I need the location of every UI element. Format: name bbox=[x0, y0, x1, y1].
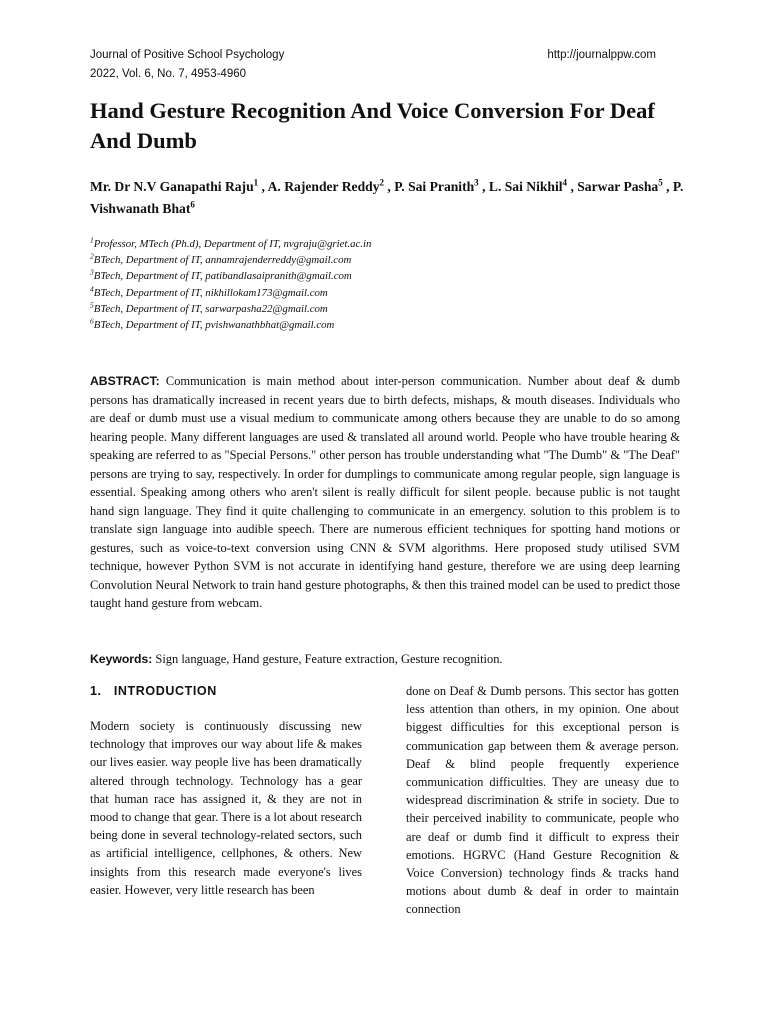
author-name: Mr. Dr N.V Ganapathi Raju bbox=[90, 179, 254, 194]
keywords-label: Keywords: bbox=[90, 652, 153, 666]
author-sup: 2 bbox=[379, 177, 385, 188]
author-name: A. Rajender Reddy bbox=[267, 179, 380, 194]
intro-paragraph-right: done on Deaf & Dumb persons. This sector has gotten less attention than others, in my opinion. One about biggest difficulties for this exceptional person is communication gap between them & average person. Deaf & blind people frequently experience communication difficulties. They are uneasy due to widespread discrimination & strife in society. Due to their perceived inability to communicate, people who are deaf or dumb find it difficult to express their emotions. HGRVC (Hand Gesture Recognition & Voice Conversion) technology finds & tracks hand motions about dumb & deaf in order to maintain connection bbox=[406, 684, 679, 917]
journal-name: Journal of Positive School Psychology bbox=[90, 49, 285, 61]
affiliation-sup: 6 bbox=[90, 316, 94, 326]
intro-paragraph-left: Modern society is continuously discussing new technology that improves our way about life & makes our lives easier. way people live has been dramatically altered through technology. Technology has a gear that human race has assigned it, & they are not in mood to change that gear. There is a lot about research being done in several technology-related sectors, such as artificial intelligence, cellphones, & others. New insights from this research made everyone's lives easier. However, very little research has been bbox=[90, 719, 362, 897]
section-heading-introduction: 1. INTRODUCTION bbox=[90, 684, 217, 698]
author-sup: 6 bbox=[190, 199, 195, 210]
affiliation-text: BTech, Department of IT, nikhillokam173@gmail.com bbox=[93, 286, 328, 299]
author-name: L. Sai Nikhil bbox=[488, 179, 563, 194]
abstract-label: ABSTRACT: bbox=[90, 374, 160, 388]
abstract-text: Communication is main method about inter-person communication. Number about deaf & dumb persons has dramatically increased in recent years due to birth defects, mishaps, & mouth diseases. Individuals who are deaf or dumb must use a visual medium to communicate among others because they are unable to do so among hearing people. Many different languages are used & translated all around world. People who have trouble hearing & speaking are referred to as "Special Persons." other person has trouble understanding what "The Dumb" & "The Deaf" persons are trying to say, respectively. In order for dumplings to communicate among regular people, sign language is essential. Speaking among others who aren't silent is really difficult for silent people. because public is not taught hand sign language. They find it quite challenging to communicate in an emergency. solution to this problem is to translate sign language into audible speech. There are numerous efficient techniques for spotting hand motions or gestures, such as voice-to-text conversion using CNN & SVM algorithms. Here proposed study utilised SVM technique, however Python SVM is not accurate in identifying hand gesture, therefore we are using deep learning Convolution Neural Network to train hand gesture photographs, & then this trained model can be used to predict those taught hand gesture from webcam. bbox=[90, 374, 681, 610]
affiliation-item bbox=[90, 252, 690, 268]
affiliation-item bbox=[90, 317, 690, 333]
affiliation-sup: 2 bbox=[90, 251, 94, 261]
author-list: Mr. Dr N.V Ganapathi Raju$^1$ , A. Rajender Reddy$^2$ , P. Sai Pranith$^3$ , L. Sai Nikhil$^4$ , Sarwar Pasha$^5$ , P. Vishwanath Bhat$^6$ bbox=[90, 177, 684, 216]
affiliation-sup: 4 bbox=[90, 284, 94, 294]
affiliation-text: Professor, MTech (Ph.d), Department of IT, nvgraju@griet.ac.in bbox=[93, 238, 372, 250]
affiliation-text: BTech, Department of IT, pvishwanathbhat@gmail.com bbox=[93, 319, 335, 332]
affiliation-item bbox=[90, 301, 690, 317]
journal-header bbox=[90, 46, 680, 84]
right-column bbox=[406, 682, 679, 919]
affiliation-item bbox=[90, 285, 690, 301]
author-sup: 4 bbox=[562, 177, 568, 188]
author-sup: 5 bbox=[658, 177, 663, 188]
author-sup: 3 bbox=[474, 177, 479, 188]
affiliation-item bbox=[90, 236, 690, 252]
affiliation-item bbox=[90, 268, 690, 284]
affiliation-sup: 3 bbox=[90, 267, 94, 277]
keywords-text: Sign language, Hand gesture, Feature extraction, Gesture recognition. bbox=[155, 652, 503, 666]
author-sup: 1 bbox=[253, 177, 259, 188]
affiliation-text: BTech, Department of IT, patibandlasaipranith@gmail.com bbox=[93, 270, 352, 283]
abstract bbox=[90, 372, 680, 613]
author-name: Sarwar Pasha bbox=[577, 179, 659, 194]
author-name: P. Vishwanath Bhat bbox=[90, 179, 684, 216]
keywords bbox=[90, 650, 680, 668]
left-column bbox=[90, 682, 362, 899]
paper-title: Hand Gesture Recognition And Voice Conversion For Deaf And Dumb bbox=[90, 98, 655, 153]
journal-url[interactable]: http://journalppw.com bbox=[547, 49, 656, 61]
journal-issue: 2022, Vol. 6, No. 7, 4953-4960 bbox=[90, 68, 247, 80]
affiliation-list bbox=[90, 236, 690, 333]
author-name: P. Sai Pranith bbox=[394, 179, 475, 194]
affiliation-text: BTech, Department of IT, sarwarpasha22@gmail.com bbox=[93, 302, 328, 315]
affiliation-sup: 5 bbox=[90, 300, 94, 310]
affiliation-text: BTech, Department of IT, annamrajenderreddy@gmail.com bbox=[93, 254, 352, 267]
affiliation-sup: 1 bbox=[90, 235, 94, 245]
